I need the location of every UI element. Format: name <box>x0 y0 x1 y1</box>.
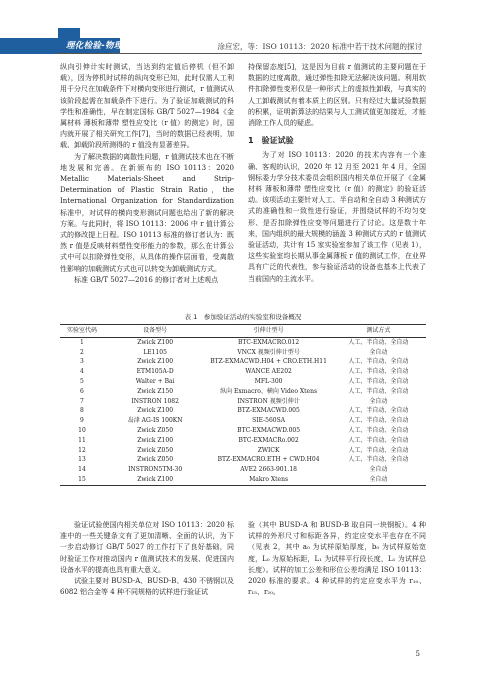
table-row <box>60 397 426 407</box>
table-row <box>60 367 426 377</box>
table-header-row <box>60 325 426 338</box>
table-cell: 纵向 Exmacro、横向 Video Xtens <box>220 387 318 395</box>
table-cell: Zwick Z100 <box>137 436 174 444</box>
section-title: 1 验证试验 <box>248 136 294 146</box>
table-cell: Zwick Z050 <box>137 456 174 464</box>
table-row <box>60 387 426 397</box>
table-cell: BTC-EXMACRO.012 <box>237 338 300 346</box>
table-cell: 1 <box>80 338 84 346</box>
page-number: 5 <box>415 650 420 658</box>
table-cell: Walter + Bai <box>135 377 175 385</box>
table-row <box>60 377 426 387</box>
table-cell: 全自动 <box>369 397 388 405</box>
table-cell: LE1105 <box>143 348 167 356</box>
table-cell: 12 <box>78 446 86 454</box>
column-header: 引伸计型号 <box>206 325 330 338</box>
table-cell: BTZ-EXMACWD.005 <box>237 407 300 415</box>
table-cell: ZWICK <box>257 446 280 454</box>
table-cell: 15 <box>60 475 104 485</box>
paragraph: 为了对 ISO 10113：2020 的技术内容有一个准确、客观的认识，2020 年 12 月至 2021 年 4 月，全国钢标委力学分技术委员会组织国内相关单位开展了《金属材料 薄板和薄带 塑性应变比（r 值）的测定》的验证活动。该项活动主要针对人工、半自动和全自动 3 种测试方式的准确性和一致性进行验证，并围绕试样的不均匀变形、是否扣除弹性应变等问题进行了讨论。这是数十年来，国内组织的最大规模的涵盖 3 种测试方式的 r 值测试验证活动，共计有 15 家实验室参加了该工作（见表 1），这些实验室均长期从事金属薄板 r 值的测试工作，在业界具有广泛的代表性，参与验证活动的设备也基本上代表了当前国内的主流水平。 <box>248 151 426 283</box>
table-row <box>60 446 426 456</box>
table-cell: INSTRON 1082 <box>131 397 179 405</box>
table-cell: AVE2 2663-901.18 <box>240 466 297 474</box>
table-row <box>60 436 426 446</box>
data-table <box>60 324 426 486</box>
table-caption: 表 1 参加验证活动的实验室和设备概况 <box>184 313 302 321</box>
table-cell: INSTRON 视频引伸计 <box>237 397 300 405</box>
table-row <box>60 348 426 358</box>
table-cell: 6 <box>80 387 84 395</box>
table-cell: Zwick Z100 <box>137 338 174 346</box>
table-cell: 人工、半自动、全自动 <box>348 407 409 415</box>
table-cell: Zwick Z150 <box>137 387 174 395</box>
table-cell: BTC-EXMACWD.005 <box>237 426 301 434</box>
table-cell: 11 <box>78 436 86 444</box>
table-cell: BTC-EXMACRo.002 <box>238 436 299 444</box>
table-cell: 14 <box>78 466 86 474</box>
table-cell: 全自动 <box>331 475 426 485</box>
table-cell: 8 <box>80 407 84 415</box>
paragraph: 标准 GB/T 5027—2016 的修订者对上述观点 <box>74 275 219 284</box>
table-cell: 5 <box>80 377 84 385</box>
header-rule <box>56 53 422 54</box>
table-cell: 人工、半自动、全自动 <box>348 456 409 464</box>
table-cell: 人工、半自动、全自动 <box>348 446 409 454</box>
table-cell: VNCX 视频引伸计型号 <box>237 348 300 356</box>
column-header: 实验室代码 <box>60 325 104 338</box>
table-cell: 3 <box>80 358 84 366</box>
table-cell: Zwick Z100 <box>137 407 174 415</box>
paragraph: 持保留态度[5]，这是因为目前 r 值测试的主要问题在于数据的过度离散，通过弹性扣除无法解决该问题。利用软件扣除弹性变形仅是一种形式上的虚拟性卸载，与真实的人工卸载测试有着本质上的区别。只有经过大量试验数据的积累，证明新算法的结果与人工测试值更加接近，才能消除工作人员的疑虑。 <box>248 63 426 128</box>
table-cell: 9 <box>80 417 84 425</box>
table-cell: 人工、半自动、全自动 <box>348 338 409 346</box>
table-row <box>60 465 426 475</box>
table-cell: 人工、半自动、全自动 <box>348 417 409 425</box>
table-cell: 人工、半自动、全自动 <box>348 436 409 444</box>
table-row <box>60 337 426 347</box>
table-cell: MFL-300 <box>254 377 283 385</box>
table-cell: 全自动 <box>369 348 388 356</box>
column-header: 测试方式 <box>331 325 426 338</box>
table-cell: 13 <box>78 456 86 464</box>
table-cell: 全自动 <box>369 466 388 474</box>
table-cell: 4 <box>80 368 84 376</box>
running-head: 涂应宏，等：ISO 10113：2020 标准中若干技术问题的探讨 <box>217 42 422 51</box>
right-column-top <box>248 62 426 285</box>
page-header <box>0 0 480 56</box>
table-cell: 岛津 AG-IS 100KN <box>127 417 183 425</box>
paragraph: 验证试验使国内相关单位对 ISO 10113：2020 标准中的一些关键条文有了更加清晰、全面的认识，为下一步启动修订 GB/T 5027 的工作打下了良好基础，同时验证工作对推动国内 r 值测试技术的发展、促进国内设备水平的提高也具有重大意义。 <box>60 521 234 574</box>
table-cell: BTZ-EXMACRO.ETH + CWD.H04 <box>217 456 320 464</box>
table-row <box>60 426 426 436</box>
table-cell: 人工、半自动、全自动 <box>348 377 409 385</box>
table-cell: 2 <box>80 348 84 356</box>
table-cell: Makro Xtens <box>206 475 330 485</box>
table-cell: 人工、半自动、全自动 <box>348 426 409 434</box>
table-cell: Zwick Z100 <box>104 475 206 485</box>
paragraph: 为了解决数据的离散性问题，r 值测试技术也在不断地发展和完善。在新颁布的 ISO 10113：2020 Metallic Materials-Sheet and Strip-Determination of Plastic Strain Ratio，the International Organization for Standardization 标准中，对试样的横向变形测试问题也给出了新的解决方案。与此同时，将 ISO 10113：2006 中 r 值计算公式的修改提上日程。ISO 10113 标准的修订者认为：既然 r 值是反映材料塑性变形能力的参数，那么在计算公式中可以扣除弹性变形，从具体的操作层面看，受离散性影响的加载测试方式也可以转变为卸载测试方式。 <box>60 152 234 273</box>
table-cell: Zwick Z050 <box>137 446 174 454</box>
paragraph: 试验主要对 BUSD-A、BUSD-B、430 不锈钢以及 6082 铝合金等 4 种不同规格的试样进行验证试 <box>60 577 234 597</box>
table-cell: 人工、半自动、全自动 <box>348 358 409 366</box>
table-cell: SIE-560SA <box>252 417 286 425</box>
table-row <box>60 406 426 416</box>
paragraph: 验（其中 BUSD-A 和 BUSD-B 取自同一块钢板）。4 种试样的外形尺寸和标距各异，约定应变水平也存在不同（见表 2，其中 a₀ 为试样原始厚度，b₀ 为试样原始宽度，L₀ 为原始标距，L₁ 为试样平行段长度，L₁ 为试样总长度）。试样的加工公差和形位公差均满足 ISO 10113：2020 标准的要求。4 种试样的约定应变水平为 r₁₀、r₁₅、r₂₀。 <box>248 521 426 597</box>
paragraph: 纵向引伸计实时测试，当达到约定值后停机（但不卸载），因为停机时试样的纵向变形已知，此时仅需人工利用千分尺在加载条件下对横向变形进行测试，r 值测试从该阶段起需在加载条件下进行。为了验证加载测试的科学性和准确性，早在制定国标 GB/T 5027—1984《金属材料 薄板和薄带 塑性应变比（r 值）的测定》时，国内就开展了相关研究工作[7]，当时的数据已经表明，加载、卸载阶段所测得的 r 值没有显著差异。 <box>60 63 234 150</box>
left-column-bottom <box>60 520 234 598</box>
table-row <box>60 416 426 426</box>
table-body <box>60 337 426 485</box>
table-cell: INSTRON5TM-30 <box>128 466 183 474</box>
table-row <box>60 357 426 367</box>
journal-logo-text: 理化检验-物理分册 <box>66 41 141 51</box>
table-cell: 人工、半自动、全自动 <box>348 368 409 376</box>
table-row <box>60 455 426 465</box>
table-cell: WANCE AE202 <box>245 368 292 376</box>
lab-equipment-table <box>60 312 426 486</box>
table-cell: 7 <box>80 397 84 405</box>
right-column-bottom <box>248 520 426 598</box>
table-cell: 10 <box>78 426 86 434</box>
table-cell: Zwick Z050 <box>137 426 174 434</box>
table-cell: BTZ-EXMACWD.H04 + CRO.ETH.H11 <box>210 358 327 366</box>
left-column-top <box>60 62 234 286</box>
table-cell: 人工、半自动、全自动 <box>348 387 409 395</box>
table-cell: ETM105A-D <box>136 368 174 376</box>
table-cell: Zwick Z100 <box>137 358 174 366</box>
table-row <box>60 475 426 485</box>
column-header: 设备型号 <box>104 325 206 338</box>
